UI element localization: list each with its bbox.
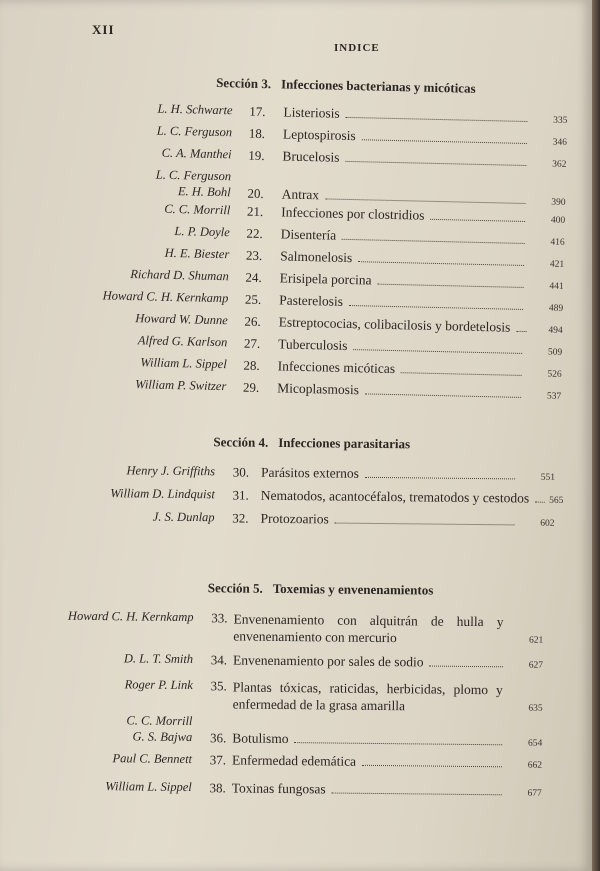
chapter-number: 17. bbox=[249, 103, 266, 120]
chapter-title-line bbox=[233, 652, 543, 671]
chapter-number: 26. bbox=[244, 313, 261, 329]
entry-author: E. H. Bohl bbox=[177, 184, 231, 200]
entry-author: G. S. Bajwa bbox=[132, 729, 193, 745]
section-heading bbox=[213, 434, 410, 452]
section-label: Sección 3. bbox=[216, 74, 272, 92]
chapter-title: Infecciones por clostridios bbox=[281, 204, 425, 223]
section-name: Infecciones parasitarias bbox=[278, 434, 411, 452]
page-reference: 390 bbox=[551, 197, 566, 208]
chapter-number: 25. bbox=[244, 291, 262, 308]
entry-author: L. C. Ferguson bbox=[155, 167, 232, 184]
chapter-title: Nematodos, acantocéfalos, trematodos y cestodos bbox=[260, 487, 530, 506]
chapter-number: 35. bbox=[210, 678, 227, 694]
entry-author: William L. Sippel bbox=[105, 779, 192, 795]
chapter-number: 27. bbox=[243, 335, 261, 351]
section-name: Infecciones bacterianas y micóticas bbox=[280, 76, 476, 96]
entry-author: Howard W. Dunne bbox=[135, 311, 228, 328]
chapter-number: 34. bbox=[210, 652, 228, 668]
dot-leader bbox=[332, 793, 502, 796]
entry-author: Richard D. Shuman bbox=[130, 267, 229, 284]
chapter-title: Envenenamiento por sales de sodio bbox=[233, 652, 424, 670]
chapter-title-line bbox=[232, 780, 542, 799]
page-reference: 362 bbox=[552, 159, 567, 170]
chapter-title: Brucelosis bbox=[282, 148, 340, 165]
chapter-number: 23. bbox=[245, 247, 263, 264]
chapter-title: Botulismo bbox=[232, 730, 289, 747]
chapter-title-line bbox=[233, 678, 543, 715]
entry-author: H. E. Biester bbox=[164, 245, 230, 262]
dot-leader bbox=[362, 765, 502, 767]
page-reference: 441 bbox=[549, 281, 564, 292]
chapter-number: 28. bbox=[243, 357, 260, 373]
entry-author: L. P. Doyle bbox=[174, 224, 230, 240]
chapter-number: 22. bbox=[246, 225, 263, 242]
chapter-title: Micoplasmosis bbox=[277, 380, 360, 398]
dot-leader bbox=[429, 666, 503, 668]
page-number: XII bbox=[92, 22, 115, 37]
page-reference: 400 bbox=[550, 215, 566, 226]
dot-leader bbox=[335, 523, 515, 526]
chapter-number: 31. bbox=[232, 487, 249, 503]
page-reference: 346 bbox=[552, 137, 568, 148]
page-reference: 509 bbox=[547, 347, 563, 358]
page-reference: 526 bbox=[547, 369, 562, 380]
entry-author: Henry J. Griffiths bbox=[126, 463, 216, 479]
entry-author: L. H. Schwarte bbox=[157, 101, 233, 118]
page-title: INDICE bbox=[334, 42, 380, 54]
entry-author: Howard C. H. Kernkamp bbox=[67, 608, 194, 625]
page-reference: 602 bbox=[540, 518, 555, 529]
page-reference: 654 bbox=[527, 738, 543, 749]
entry-author: D. L. T. Smith bbox=[123, 651, 194, 667]
section-label: Sección 4. bbox=[213, 434, 269, 450]
entry-author: Roger P. Link bbox=[124, 677, 193, 693]
page-reference: 565 bbox=[549, 495, 564, 506]
page-reference: 416 bbox=[550, 237, 565, 248]
chapter-title-line bbox=[260, 511, 554, 530]
section-heading bbox=[208, 580, 434, 598]
dot-leader bbox=[535, 502, 545, 503]
chapter-title: Leptospirosis bbox=[282, 126, 356, 144]
chapter-number: 24. bbox=[245, 269, 262, 286]
chapter-number: 29. bbox=[242, 379, 260, 395]
entry-author: J. S. Dunlap bbox=[152, 509, 215, 525]
page-reference: 677 bbox=[527, 788, 542, 799]
entry-author: C. C. Morrill bbox=[126, 713, 193, 729]
chapter-number: 36. bbox=[209, 730, 227, 746]
entry-author: L. C. Ferguson bbox=[156, 123, 233, 140]
chapter-title-line bbox=[233, 610, 543, 647]
page-reference: 551 bbox=[540, 472, 556, 483]
entry-author: Howard C. H. Kernkamp bbox=[102, 288, 229, 306]
page-reference: 662 bbox=[527, 760, 543, 771]
chapter-number: 32. bbox=[232, 510, 249, 526]
chapter-number: 37. bbox=[209, 752, 227, 768]
chapter-title: Plantas tóxicas, raticidas, herbicidas, plomo y enfermedad de la grasa amarilla bbox=[232, 679, 503, 714]
page-reference: 621 bbox=[529, 635, 544, 646]
chapter-title-line bbox=[232, 752, 542, 771]
dot-leader bbox=[365, 477, 515, 480]
section-label: Sección 5. bbox=[207, 580, 263, 596]
chapter-title: Antrax bbox=[281, 186, 320, 203]
chapter-title-line bbox=[232, 730, 542, 749]
chapter-number: 18. bbox=[248, 125, 266, 142]
chapter-title: Pasterelosis bbox=[279, 292, 344, 309]
entry-author: Alfred G. Karlson bbox=[137, 333, 228, 350]
entry-author: C. C. Morrill bbox=[164, 201, 231, 218]
entry-author: C. A. Manthei bbox=[161, 145, 232, 162]
page-reference: 494 bbox=[548, 325, 563, 336]
page-reference: 489 bbox=[548, 303, 564, 314]
chapter-number: 33. bbox=[211, 610, 228, 626]
entry-author: Paul C. Bennett bbox=[112, 751, 193, 767]
chapter-title-line bbox=[261, 465, 555, 484]
book-edge bbox=[592, 0, 600, 871]
chapter-number: 19. bbox=[248, 147, 265, 164]
chapter-title: Toxinas fungosas bbox=[231, 780, 326, 797]
chapter-title-line bbox=[260, 487, 564, 507]
chapter-title: Protozoarios bbox=[260, 510, 329, 527]
chapter-title: Salmonelosis bbox=[280, 248, 353, 266]
chapter-number: 20. bbox=[247, 185, 264, 202]
chapter-title: Listeriosis bbox=[283, 104, 340, 121]
chapter-number: 21. bbox=[246, 203, 264, 220]
chapter-title: Infecciones micóticas bbox=[277, 358, 396, 377]
entry-author: William L. Sippel bbox=[140, 355, 227, 372]
chapter-title: Disentería bbox=[280, 226, 337, 243]
entry-author: William P. Switzer bbox=[135, 377, 227, 394]
page-reference: 537 bbox=[546, 391, 562, 402]
chapter-title: Envenenamiento con alquitrán de hulla y envenenamiento con mercurio bbox=[233, 611, 504, 646]
chapter-title: Enfermedad edemática bbox=[231, 752, 357, 769]
dot-leader bbox=[294, 742, 502, 745]
chapter-title: Tuberculosis bbox=[278, 336, 348, 353]
page-reference: 335 bbox=[553, 115, 568, 126]
chapter-title: Erisipela porcina bbox=[279, 270, 372, 288]
chapter-number: 30. bbox=[232, 464, 250, 480]
chapter-title: Estreptococias, colibacilosis y bordetelosis bbox=[278, 314, 511, 335]
entry-author: William D. Lindquist bbox=[110, 486, 215, 502]
page-reference: 627 bbox=[528, 660, 544, 671]
page-reference: 635 bbox=[528, 703, 543, 714]
chapter-title: Parásitos externos bbox=[260, 464, 360, 481]
page-reference: 421 bbox=[549, 259, 565, 270]
section-name: Toxemias y envenenamientos bbox=[272, 580, 434, 598]
chapter-number: 38. bbox=[209, 780, 226, 796]
